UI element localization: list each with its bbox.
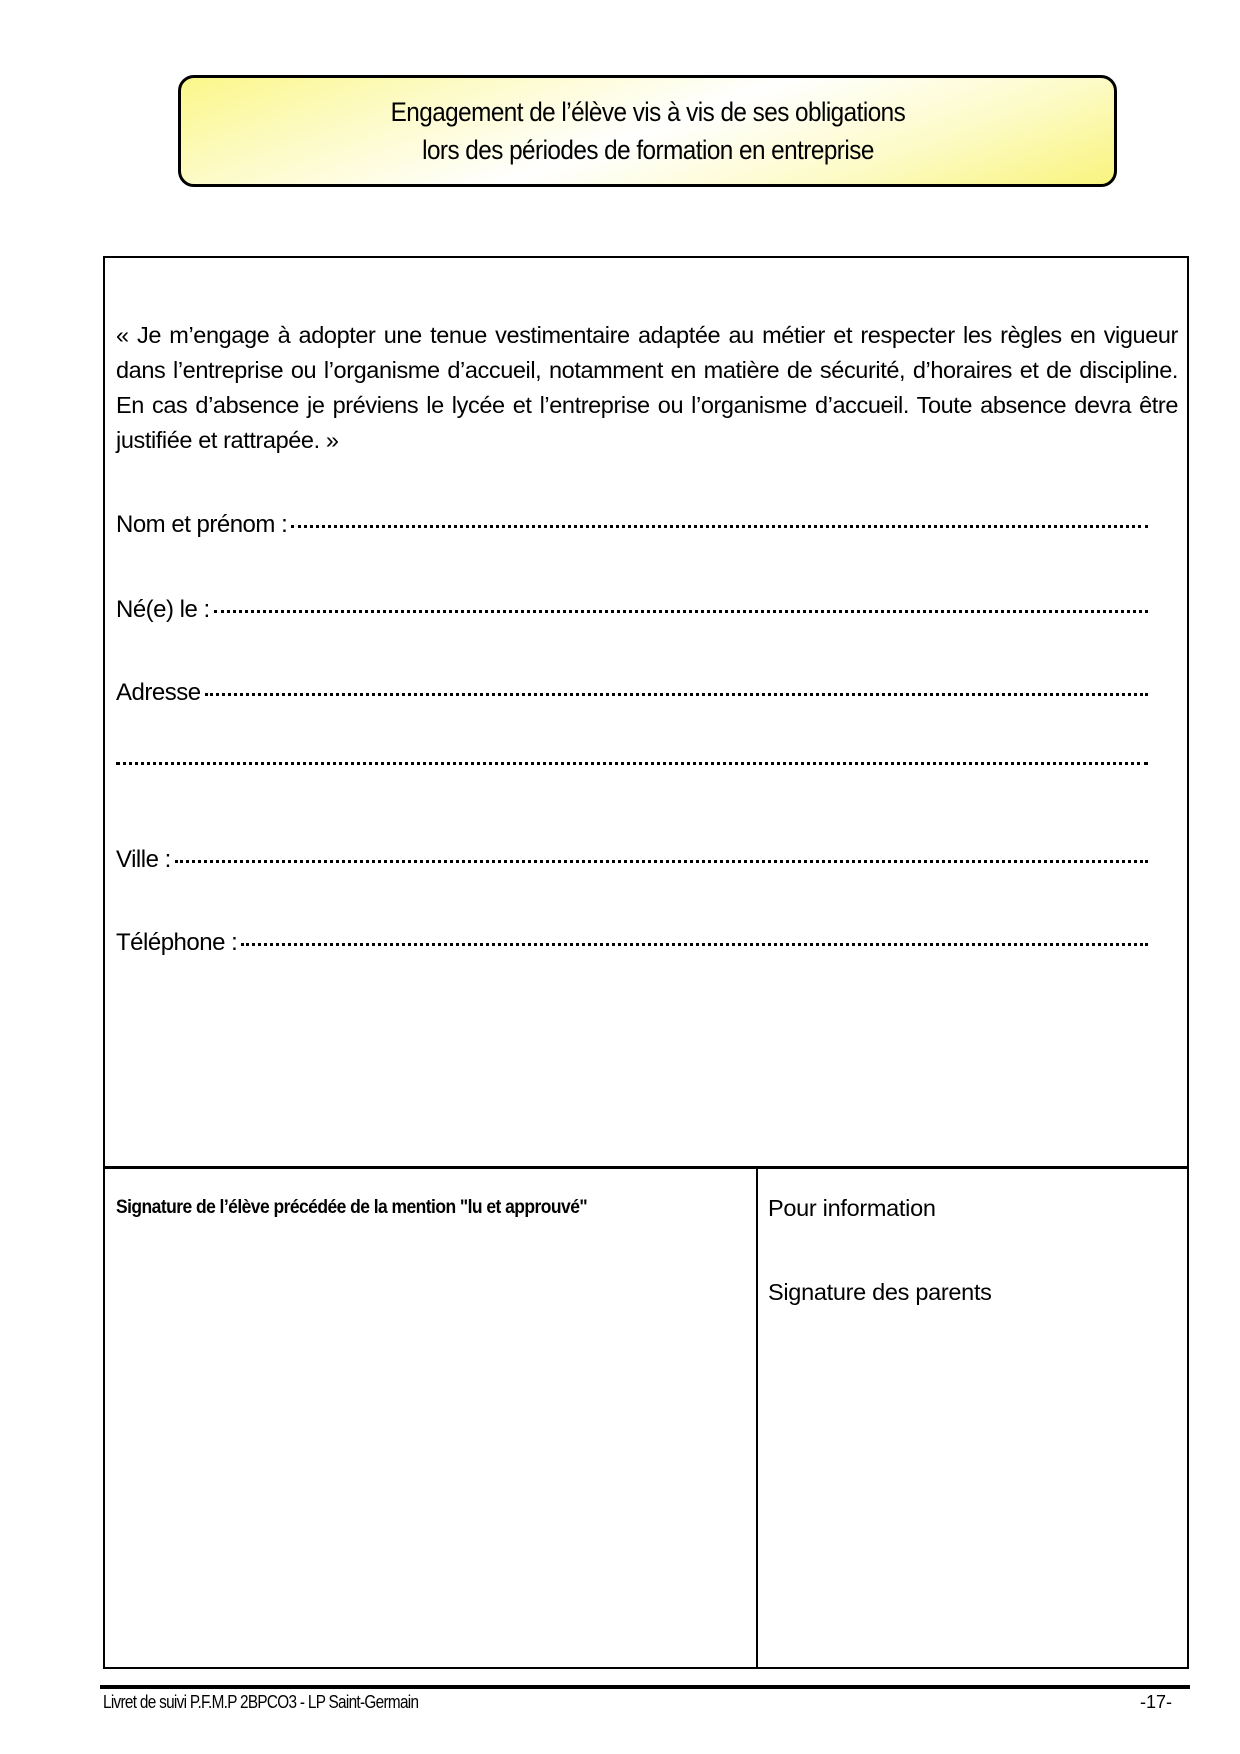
name-field[interactable] bbox=[116, 510, 1148, 540]
parents-signature-label: Signature des parents bbox=[768, 1279, 992, 1305]
student-signature-area[interactable] bbox=[105, 1230, 753, 1662]
phone-label: Téléphone : bbox=[116, 929, 238, 956]
birthdate-field[interactable] bbox=[116, 595, 1148, 625]
city-field[interactable] bbox=[116, 845, 1148, 875]
address-field[interactable] bbox=[116, 678, 1148, 708]
student-signature-label: Signature de l’élève précédée de la mention "lu et approuvé" bbox=[116, 1197, 588, 1218]
birthdate-label: Né(e) le : bbox=[116, 596, 210, 623]
title-box bbox=[178, 75, 1117, 187]
for-information-label: Pour information bbox=[768, 1195, 936, 1221]
page-title-line-2: lors des périodes de formation en entreprise bbox=[421, 135, 874, 165]
address-line2-field[interactable] bbox=[116, 765, 1148, 769]
city-label: Ville : bbox=[116, 846, 171, 873]
section-divider bbox=[103, 1166, 1189, 1169]
footer-document-title: Livret de suivi P.F.M.P 2BPCO3 - LP Saint-Germain bbox=[103, 1692, 419, 1712]
page-number: -17- bbox=[1140, 1692, 1173, 1712]
address-fill-line[interactable] bbox=[205, 692, 1148, 696]
city-fill-line[interactable] bbox=[175, 859, 1148, 863]
phone-fill-line[interactable] bbox=[241, 942, 1148, 946]
parents-signature-area[interactable] bbox=[760, 1320, 1185, 1662]
address-label: Adresse bbox=[116, 679, 201, 706]
address-line2-fill-line[interactable] bbox=[116, 761, 1148, 765]
name-label: Nom et prénom : bbox=[116, 511, 288, 538]
name-fill-line[interactable] bbox=[291, 524, 1148, 528]
birthdate-fill-line[interactable] bbox=[214, 609, 1148, 613]
page-title-line-1: Engagement de l’élève vis à vis de ses obligations bbox=[390, 97, 905, 127]
commitment-statement: « Je m’engage à adopter une tenue vestimentaire adaptée au métier et respecter les règles en vigueur dans l’entreprise ou l’organisme d’accueil, notamment en matière de sécurité, d’horaires et de discipline. En cas d’absence je préviens le lycée et l’entreprise ou l’organisme d’accueil. Toute absence devra être justifiée et rattrapée. » bbox=[116, 322, 1178, 453]
footer-rule bbox=[100, 1685, 1190, 1689]
phone-field[interactable] bbox=[116, 928, 1148, 958]
signature-column-divider bbox=[756, 1168, 758, 1667]
